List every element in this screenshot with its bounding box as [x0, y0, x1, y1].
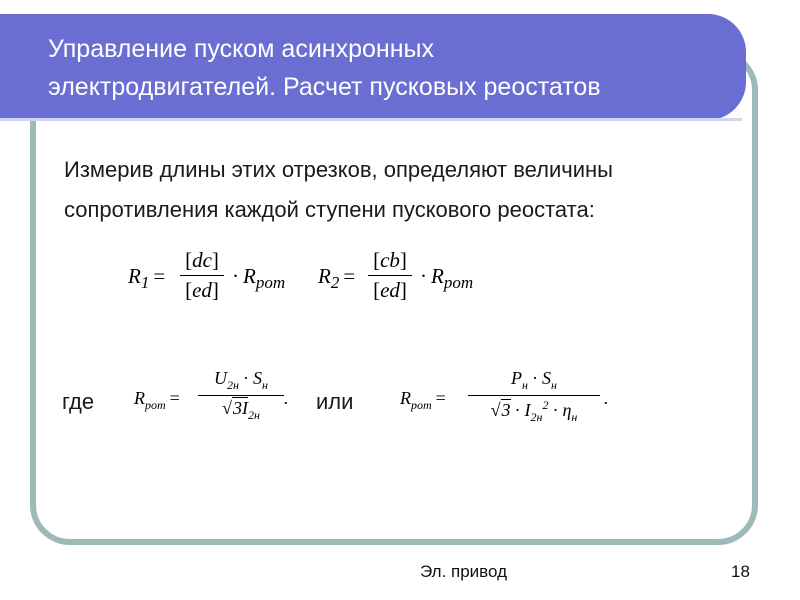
- formula-rrot1-num-b-sub: н: [262, 378, 268, 392]
- formula-rrot2-den-eta-sub: н: [571, 410, 578, 424]
- formula-rrot-2: [400, 368, 620, 436]
- formula-r2-lhs-sub: 2: [330, 273, 340, 292]
- formula-rrot1-fraction: [198, 368, 284, 423]
- formula-r1-rhs: R: [243, 264, 256, 288]
- body-text: [64, 150, 613, 230]
- formula-r1-eq: =: [153, 264, 166, 288]
- formula-rrot1-num-a: U: [214, 368, 228, 388]
- formula-rrot2-den-i-sup: 2: [542, 398, 549, 412]
- page-number: 18: [731, 562, 750, 581]
- formula-r2-eq: =: [343, 264, 356, 288]
- title-line-2: электродвигателей. Расчет пусковых реостатов: [48, 73, 601, 101]
- formula-rrot1-lhs: R: [134, 388, 145, 408]
- title-line-1: Управление пуском асинхронных: [48, 35, 434, 63]
- formula-r2-dot: ·: [420, 264, 427, 288]
- formula-r2-num: cb: [380, 248, 400, 272]
- formula-rrot2-den-eta: η: [562, 400, 572, 420]
- where-label: где: [62, 389, 95, 414]
- formula-rrot2-dot: ·: [532, 368, 538, 388]
- formula-rrot2-den-i-sub: 2н: [530, 410, 543, 424]
- formula-rrot1-num-b: S: [253, 368, 262, 388]
- formula-rrot1-den-i: I: [241, 398, 248, 418]
- formula-r2-lhs: R: [318, 264, 331, 288]
- formula-rrot1-end: .: [284, 388, 289, 408]
- formula-rrot1-den-root: 3: [232, 398, 242, 418]
- formula-rrot2-fraction: $P_н \cdot S_н$ $√3 \cdot I_{2н}^2 \cdot \eta_н$: [468, 368, 600, 425]
- body-line-1: Измерив длины этих отрезков, определяют величины: [64, 157, 613, 182]
- formula-r2-fraction: [cb] [ed]: [368, 248, 412, 303]
- formula-rrot1-lhs-sub: рот: [145, 398, 166, 412]
- or-label: или: [316, 389, 354, 414]
- body-line-2: сопротивления каждой ступени пускового реостата:: [64, 197, 595, 222]
- formula-rrot1-den-i-sub: 2н: [247, 408, 260, 422]
- formula-r1-rhs-sub: рот: [255, 273, 286, 292]
- formula-rrot2-eq: =: [435, 388, 446, 408]
- formula-rrot-1: [134, 368, 304, 436]
- formula-rrot2-num-b-sub: н: [551, 378, 557, 392]
- formula-r2-den: ed: [380, 278, 400, 302]
- formula-rrot2-num-a: P: [511, 368, 523, 388]
- formula-r1-dot: ·: [232, 264, 239, 288]
- formula-rrot2-lhs-sub: рот: [411, 398, 432, 412]
- sqrt-icon: √: [222, 398, 232, 418]
- formula-rrot1-dot: ·: [243, 368, 249, 388]
- formula-rrot2-num-a-sub: н: [522, 378, 528, 392]
- formula-rrot2-den-root: 3: [501, 400, 511, 420]
- slide-title: [48, 30, 601, 106]
- formula-r1-num: dc: [192, 248, 212, 272]
- formula-rrot1-eq: =: [169, 388, 180, 408]
- formula-r1-lhs: R: [128, 264, 141, 288]
- formula-rrot2-lhs: R: [400, 388, 411, 408]
- formula-r1: [128, 248, 298, 310]
- formula-r1-lhs-sub: 1: [140, 273, 150, 292]
- title-underline: [0, 118, 742, 121]
- formula-rrot2-den-i: I: [524, 400, 531, 420]
- formula-r2: [318, 248, 488, 310]
- footer-label: Эл. привод: [420, 562, 508, 581]
- formula-r1-fraction: [dc] [ed]: [180, 248, 224, 303]
- formula-r2-rhs-sub: рот: [443, 273, 474, 292]
- formula-rrot2-num-b: S: [542, 368, 551, 388]
- sqrt-icon: √: [490, 400, 501, 420]
- formula-rrot2-end: .: [604, 388, 609, 408]
- formula-r1-den: ed: [192, 278, 212, 302]
- formula-rrot1-num-a-sub: 2н: [227, 378, 239, 392]
- formula-r2-rhs: R: [431, 264, 444, 288]
